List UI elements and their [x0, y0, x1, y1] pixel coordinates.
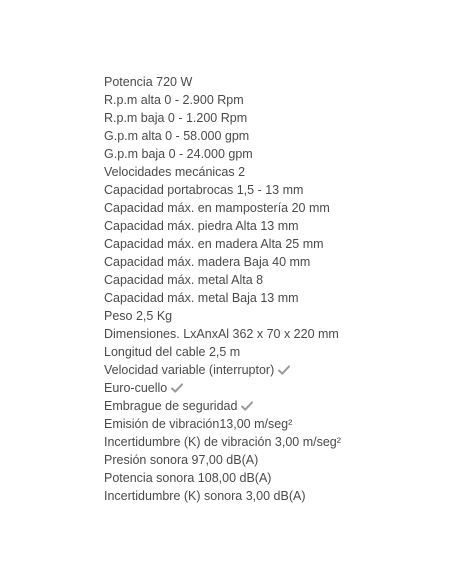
spec-item: [104, 379, 341, 397]
spec-item: [104, 91, 341, 109]
spec-label: Euro-cuello: [104, 381, 168, 395]
spec-label: Potencia sonora 108,00 dB(A): [104, 471, 272, 485]
spec-item: [104, 325, 341, 343]
spec-label: R.p.m alta 0 - 2.900 Rpm: [104, 93, 244, 107]
spec-label: Capacidad máx. madera Baja 40 mm: [104, 255, 311, 269]
spec-item: [104, 163, 341, 181]
spec-item: [104, 397, 341, 415]
spec-item: [104, 145, 341, 163]
spec-item: [104, 217, 341, 235]
spec-label: Capacidad máx. metal Alta 8: [104, 273, 264, 287]
check-icon: [241, 398, 253, 416]
spec-item: [104, 199, 341, 217]
check-icon: [278, 362, 290, 380]
spec-item: [104, 181, 341, 199]
spec-label: Presión sonora 97,00 dB(A): [104, 453, 259, 467]
spec-label: G.p.m alta 0 - 58.000 gpm: [104, 129, 250, 143]
spec-item: [104, 343, 341, 361]
spec-label: Incertidumbre (K) sonora 3,00 dB(A): [104, 489, 306, 503]
spec-label: Capacidad máx. piedra Alta 13 mm: [104, 219, 299, 233]
spec-item: [104, 415, 341, 433]
spec-label: Velocidad variable (interruptor): [104, 363, 275, 377]
spec-label: Longitud del cable 2,5 m: [104, 345, 241, 359]
spec-label: Capacidad máx. en madera Alta 25 mm: [104, 237, 324, 251]
spec-label: Capacidad máx. metal Baja 13 mm: [104, 291, 299, 305]
spec-label: Peso 2,5 Kg: [104, 309, 173, 323]
spec-label: Embrague de seguridad: [104, 399, 238, 413]
spec-label: Potencia 720 W: [104, 75, 193, 89]
spec-item: [104, 487, 341, 505]
spec-list: [104, 73, 341, 505]
spec-item: [104, 451, 341, 469]
spec-item: [104, 361, 341, 379]
spec-item: [104, 289, 341, 307]
spec-item: [104, 307, 341, 325]
spec-label: Dimensiones. LxAnxAl 362 x 70 x 220 mm: [104, 327, 339, 341]
spec-item: [104, 127, 341, 145]
spec-item: [104, 253, 341, 271]
spec-label: R.p.m baja 0 - 1.200 Rpm: [104, 111, 248, 125]
spec-label: Incertidumbre (K) de vibración 3,00 m/seg²: [104, 435, 341, 449]
spec-label: Velocidades mecánicas 2: [104, 165, 246, 179]
spec-item: [104, 271, 341, 289]
spec-label: Emisión de vibración13,00 m/seg²: [104, 417, 293, 431]
spec-label: G.p.m baja 0 - 24.000 gpm: [104, 147, 253, 161]
spec-item: [104, 433, 341, 451]
spec-item: [104, 73, 341, 91]
check-icon: [171, 380, 183, 398]
spec-item: [104, 109, 341, 127]
spec-label: Capacidad portabrocas 1,5 - 13 mm: [104, 183, 304, 197]
spec-item: [104, 469, 341, 487]
spec-label: Capacidad máx. en mampostería 20 mm: [104, 201, 330, 215]
spec-item: [104, 235, 341, 253]
